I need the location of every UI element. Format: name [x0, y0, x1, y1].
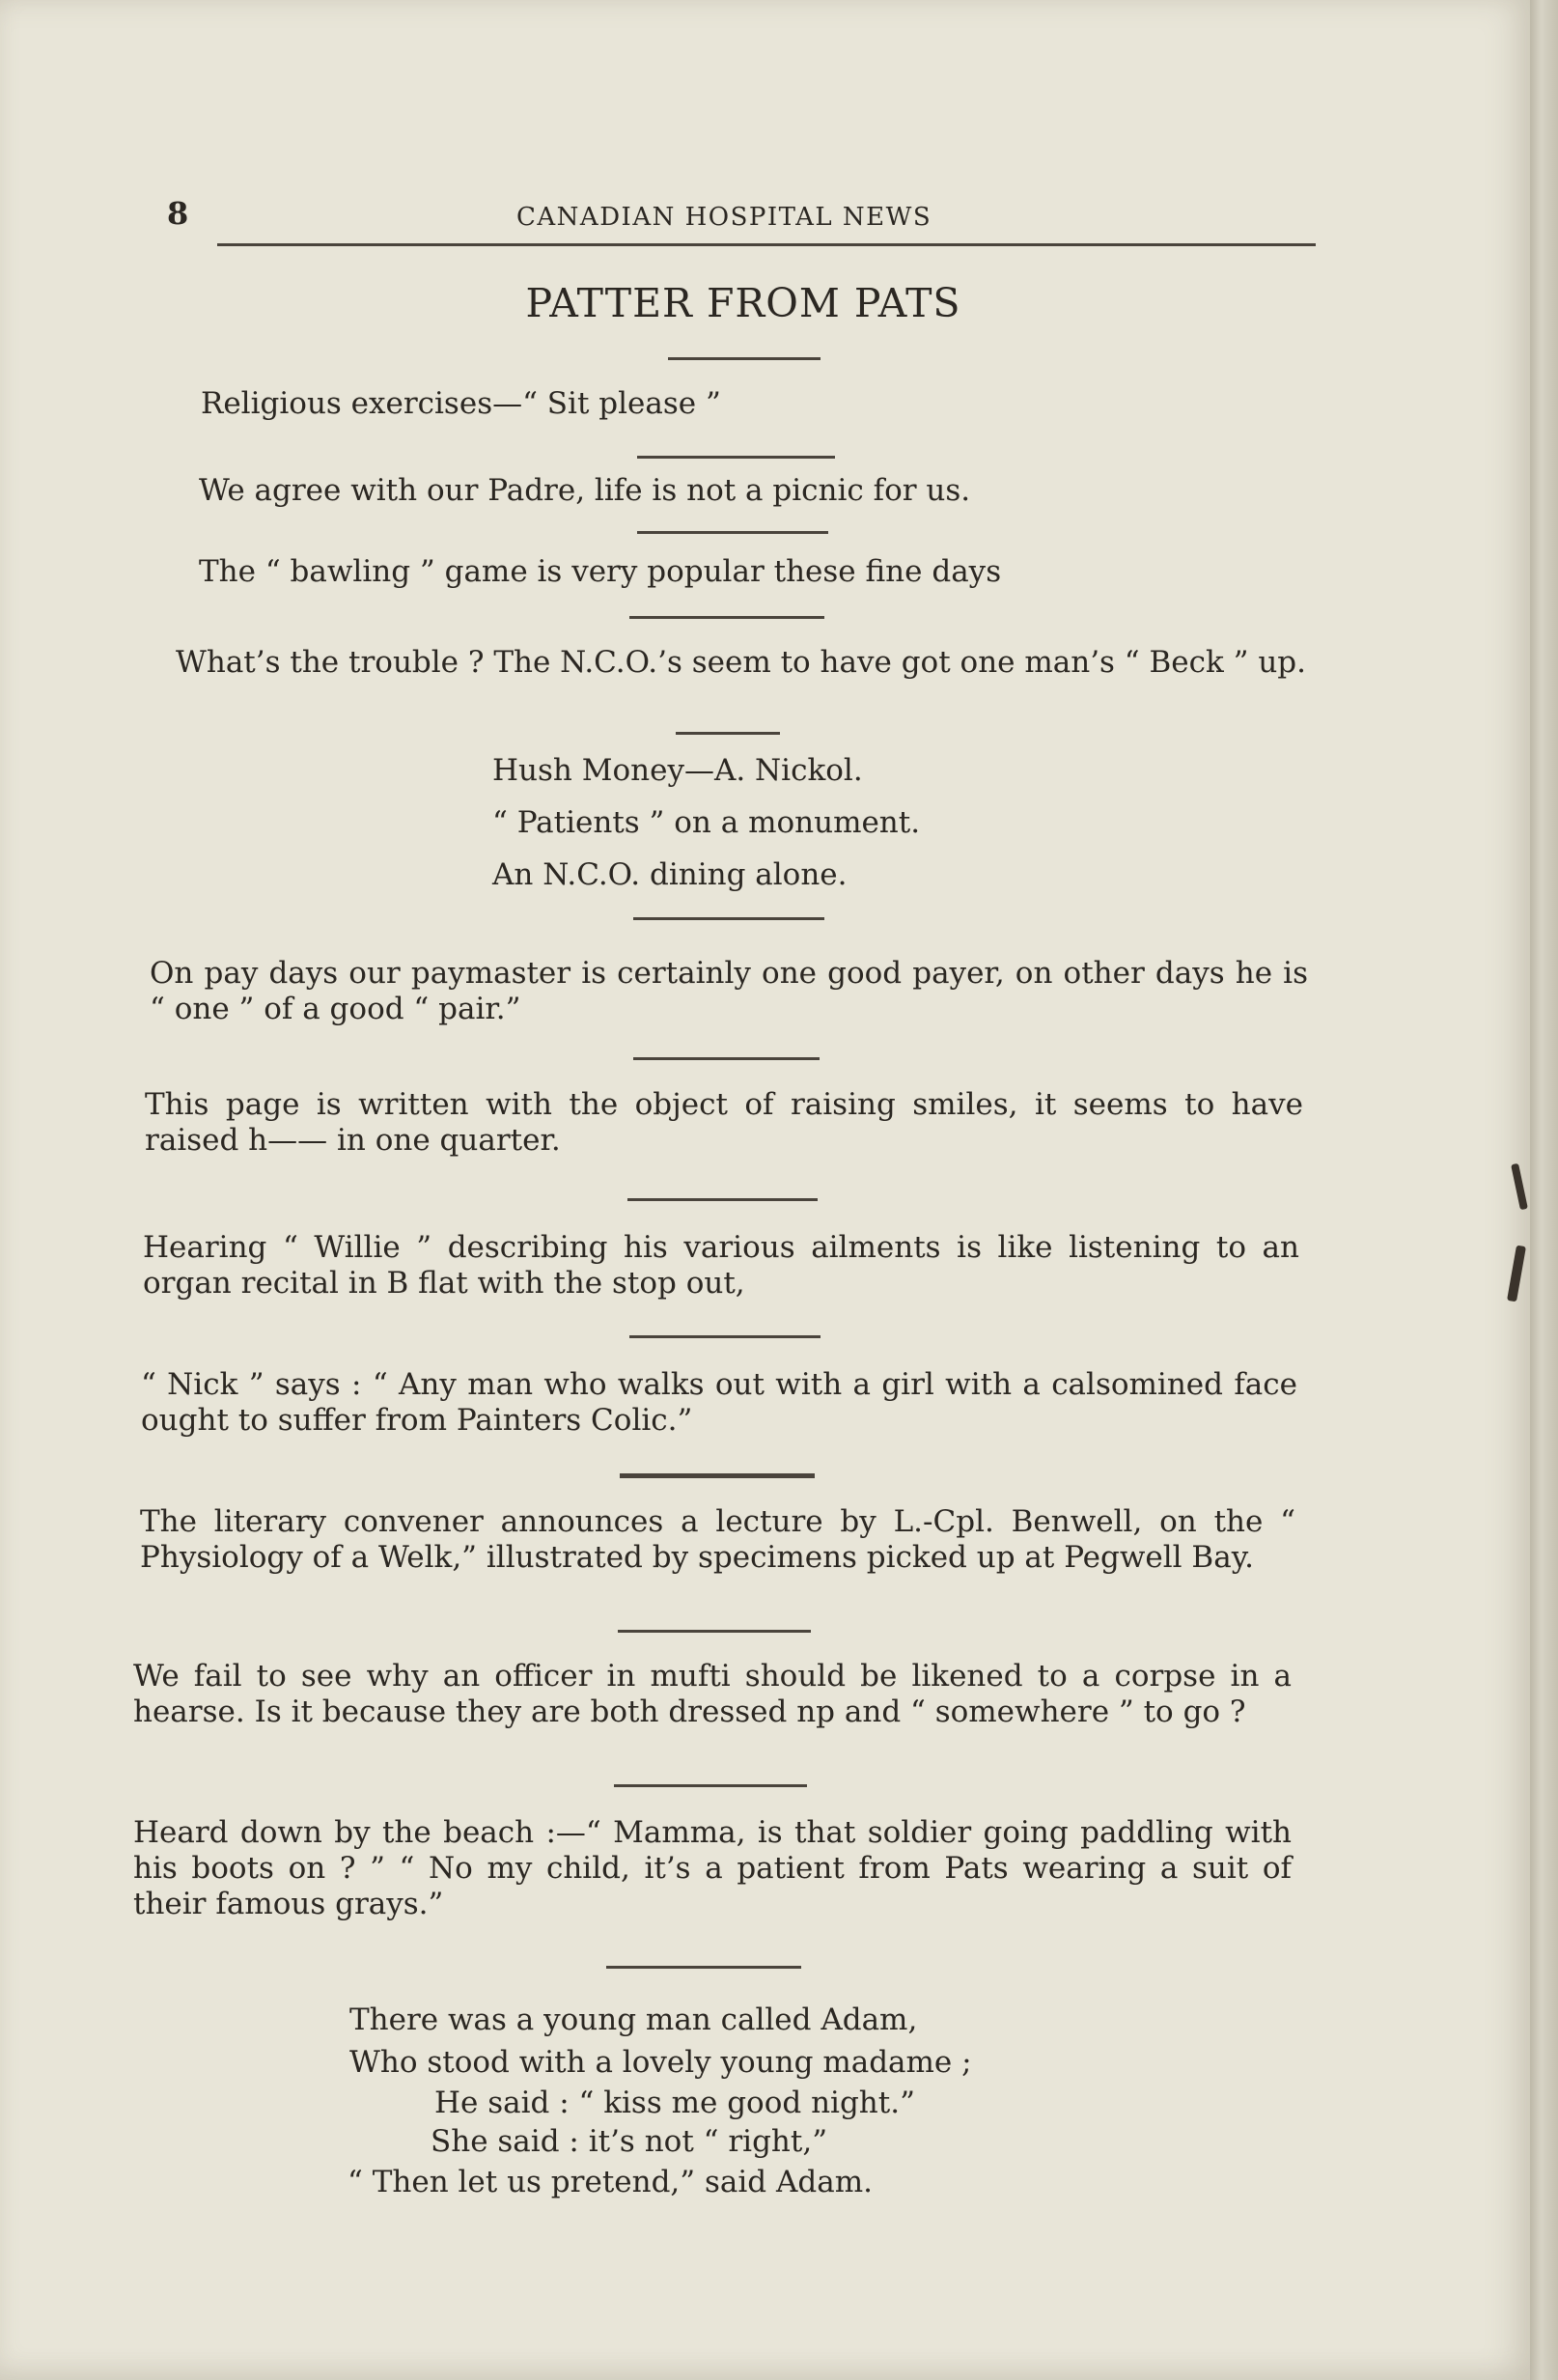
separator-rule: [606, 1966, 801, 1969]
paragraph-trouble: What’s the trouble ? The N.C.O.’s seem to have got one man’s “ Beck ” up.: [176, 645, 1307, 680]
paragraph-smiles: This page is written with the object of raising smiles, it seems to have raised h—— in one quarter.: [145, 1087, 1303, 1158]
paragraph-bawling: The “ bawling ” game is very popular these fine days: [199, 554, 1002, 589]
poem-line: She said : it’s not “ right,”: [431, 2124, 828, 2159]
header-rule: [217, 243, 1316, 246]
paragraph-padre: We agree with our Padre, life is not a picnic for us.: [199, 473, 971, 508]
separator-rule: [629, 1335, 821, 1338]
separator-rule: [633, 917, 824, 920]
title-rule: [668, 357, 821, 360]
article-title: PATTER FROM PATS: [525, 280, 961, 326]
list-item: “ Patients ” on a monument.: [492, 805, 921, 840]
separator-rule: [618, 1630, 811, 1633]
ink-mark: [1507, 1246, 1526, 1302]
separator-rule: [676, 732, 780, 735]
page-number: 8: [167, 195, 189, 232]
separator-rule: [637, 531, 828, 534]
paragraph-literary-convener: The literary convener announces a lecture by L.-Cpl. Benwell, on the “ Physiology of a Welk,” illustrated by specimens picked up at Pegwell Bay.: [140, 1504, 1295, 1575]
separator-rule: [637, 456, 835, 459]
paragraph-willie: Hearing “ Willie ” describing his various ailments is like listening to an organ recital in B flat with the stop out,: [143, 1230, 1299, 1301]
separator-rule: [620, 1473, 815, 1478]
poem-line: Who stood with a lovely young madame ;: [349, 2045, 972, 2080]
ink-mark: [1511, 1163, 1528, 1211]
separator-rule: [627, 1198, 818, 1201]
poem-line: “ Then let us pretend,” said Adam.: [348, 2165, 873, 2199]
paragraph-religious-exercises: Religious exercises—“ Sit please ”: [201, 386, 721, 421]
separator-rule: [633, 1057, 820, 1060]
list-item: An N.C.O. dining alone.: [492, 857, 848, 892]
paragraph-beach: Heard down by the beach :—“ Mamma, is that soldier going paddling with his boots on ? ” “ No my child, it’s a patient from Pats wearing a suit of their famous grays.”: [133, 1815, 1292, 1921]
poem-line: He said : “ kiss me good night.”: [434, 2086, 915, 2120]
separator-rule: [614, 1784, 807, 1787]
separator-rule: [629, 616, 824, 619]
publication-title: CANADIAN HOSPITAL NEWS: [516, 203, 932, 232]
paragraph-officer-mufti: We fail to see why an officer in mufti should be likened to a corpse in a hearse. Is it because they are both dressed np and “ somewhere ” to go ?: [133, 1659, 1292, 1729]
paragraph-nick: “ Nick ” says : “ Any man who walks out with a girl with a calsomined face ought to suffer from Painters Colic.”: [141, 1367, 1297, 1438]
page-edge: [1530, 0, 1558, 2380]
list-item: Hush Money—A. Nickol.: [492, 753, 863, 788]
poem-line: There was a young man called Adam,: [349, 2002, 918, 2037]
paragraph-paymaster: On pay days our paymaster is certainly one good payer, on other days he is “ one ” of a good “ pair.”: [150, 956, 1308, 1026]
